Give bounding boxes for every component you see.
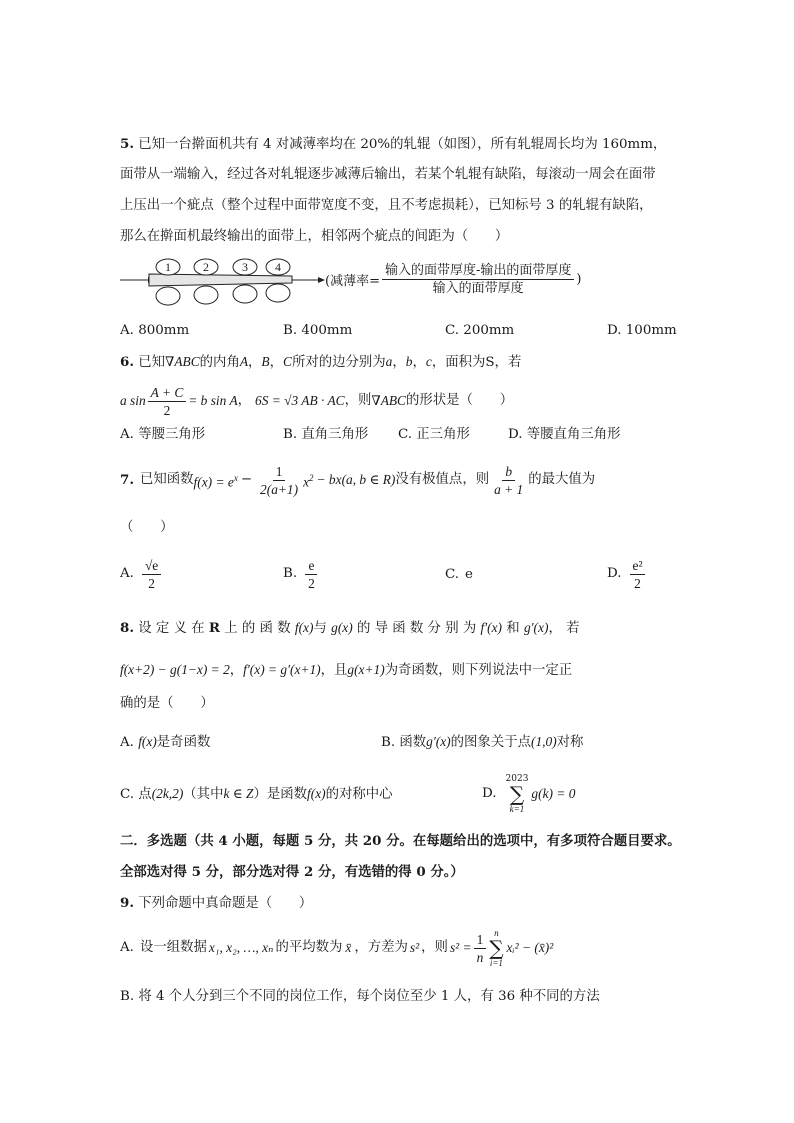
summation: 2023 ∑ k=1 xyxy=(505,774,529,814)
q6-option-a[interactable]: A. 等腰三角形 xyxy=(120,427,206,442)
output-arrow-head xyxy=(318,277,325,283)
q5-line4 xyxy=(120,227,508,247)
q6-option-c[interactable]: C. 正三角形 xyxy=(398,427,470,442)
q8-line1: 8. 设 定 义 在 R 上 的 函 数 f(x)与 g(x) 的 导 函 数 分 别 为 f′(x) 和 g′(x)， 若 xyxy=(120,620,580,636)
roller-bottom-3 xyxy=(233,285,257,303)
q7-option-d[interactable]: D. $\frac{\text{e²}}{2}$ xyxy=(607,552,647,596)
q7-number: 7. xyxy=(120,472,134,488)
formula-fraction xyxy=(382,262,574,297)
roller-label-3: 3 xyxy=(242,260,248,274)
roller-label-4: 4 xyxy=(275,260,281,274)
q8-option-b[interactable]: B. 函数g′(x)的图象关于点(1,0)对称 xyxy=(381,734,584,750)
roller-bottom-2 xyxy=(194,286,218,304)
q6-line1: 6. 已知∇ABC的内角A，B，C所对的边分别为a，b，c，面积为S，若 xyxy=(120,354,522,370)
q6-option-d[interactable]: D. 等腰直角三角形 xyxy=(508,427,621,442)
q8-option-a[interactable]: A. f(x)是奇函数 xyxy=(120,734,211,750)
q5-text-2: 面带从一端输入，经过各对轧辊逐步减薄后输出，若某个轧辊有缺陷，每滚动一周会在面带 xyxy=(120,167,656,182)
q8-line2: f(x+2) − g(1−x) = 2，f′(x) = g′(x+1)，且g(x+1)为奇函数，则下列说法中一定正 xyxy=(120,662,573,678)
q6-fraction: $\frac{A + C}{2}$ xyxy=(148,384,187,419)
q6-option-b[interactable]: B. 直角三角形 xyxy=(283,427,369,442)
section2-heading-2: 全部选对得 5 分，部分选对得 2 分，有选错的得 0 分。） xyxy=(120,864,464,880)
q5-option-c[interactable]: C. 200mm xyxy=(445,323,515,338)
q6-number: 6. xyxy=(120,354,134,370)
q8-option-c[interactable]: C. 点(2k,2)（其中k ∈ Z）是函数f(x)的对称中心 xyxy=(120,786,393,802)
q9-option-a[interactable]: A. 设一组数据 x₁, x₂, …, xₙ 的平均数为 x̄ ，方差为 s² ，则 s² = $\frac{1}{n}$ n ∑ i=1 xᵢ² − (x̄)² xyxy=(120,928,554,968)
q9-number: 9. xyxy=(120,895,134,911)
q8-option-d[interactable]: D. 2023 ∑ k=1 g(k) = 0 xyxy=(482,774,576,814)
formula-suffix: ) xyxy=(576,272,582,287)
q5-line2 xyxy=(120,165,656,185)
q5-number: 5. xyxy=(120,136,134,152)
section2-heading-1: 二．多选题（共 4 小题，每题 5 分，共 20 分。在每题给出的选项中，有多项符合题目要求。 xyxy=(120,833,681,849)
roller-label-1: 1 xyxy=(165,260,171,274)
q7-target-fraction: $\frac{b}{a + 1}$ xyxy=(494,463,524,497)
q7-option-a[interactable]: A. $\frac{√e}{2}$ xyxy=(120,552,163,596)
dough-sheet xyxy=(149,274,292,286)
q7-option-b[interactable]: B. $\frac{e}{2}$ xyxy=(283,552,320,596)
q7-option-c[interactable]: C. e xyxy=(445,567,473,582)
roller-bottom-1 xyxy=(156,287,180,305)
q8-condition-1: f(x+2) − g(1−x) = 2 xyxy=(120,662,230,677)
q5-text-1: 已知一台擀面机共有 4 对减薄率均在 20%的轧辊（如图），所有轧辊周长均为 160mm， xyxy=(138,137,667,152)
variance-summation: n ∑ i=1 xyxy=(489,928,504,968)
formula-denominator: 输入的面带厚度 xyxy=(432,281,524,296)
formula-numerator: 输入的面带厚度-输出的面带厚度 xyxy=(382,262,574,280)
q8-number: 8. xyxy=(120,620,134,636)
roller-diagram xyxy=(118,256,333,306)
q6-condition: 6S = √3 AB · AC xyxy=(255,393,345,408)
q8-line3: 确的是（ ） xyxy=(120,696,214,711)
triangle-symbol: ∇ABC xyxy=(165,354,200,369)
q7-line1: 7. 已知函数 $f(x) = e^x$ − $\frac{1}{2(a+1)}$ $x^2$ − bx(a, b ∈ R) 没有极值点，则 $\frac{b}{a + 1}$ 的最大值为 xyxy=(120,463,596,497)
q6-lhs: a sin xyxy=(120,393,146,408)
q5-option-d[interactable]: D. 100mm xyxy=(607,323,677,338)
q5-text-3: 上压出一个疵点（整个过程中面带宽度不变，且不考虑损耗），已知标号 3 的轧辊有缺陷， xyxy=(120,198,653,213)
q6-rhs: = b sin A xyxy=(188,393,238,408)
q7-coef-fraction: $\frac{1}{2(a+1)}$ xyxy=(260,463,299,497)
q8-condition-2: f′(x) = g′(x+1) xyxy=(243,662,321,677)
formula-prefix: (减薄率= xyxy=(325,274,380,289)
q5-option-a[interactable]: A. 800mm xyxy=(120,323,190,338)
roller-bottom-4 xyxy=(266,284,290,302)
roller-label-2: 2 xyxy=(203,260,209,274)
thinning-rate-formula xyxy=(325,262,581,297)
q5-text-4: 那么在擀面机最终输出的面带上，相邻两个疵点的间距为（ ） xyxy=(120,229,509,244)
q5-option-b[interactable]: B. 400mm xyxy=(283,323,353,338)
q9-option-b[interactable]: B. 将 4 个人分到三个不同的岗位工作，每个岗位至少 1 人，有 36 种不同的方法 xyxy=(120,989,600,1004)
q6-line2: a sin $\frac{A + C}{2}$ = b sin A ， 6S = √3 AB · AC ，则 ∇ABC 的形状是（ ） xyxy=(120,384,514,418)
q7-paren: （ ） xyxy=(120,520,174,535)
q7-function: $f(x) = e^x$ xyxy=(193,472,238,490)
q5-line1 xyxy=(120,134,666,155)
q5-line3 xyxy=(120,196,653,216)
q9-stem: 9. 下列命题中真命题是（ ） xyxy=(120,895,313,911)
